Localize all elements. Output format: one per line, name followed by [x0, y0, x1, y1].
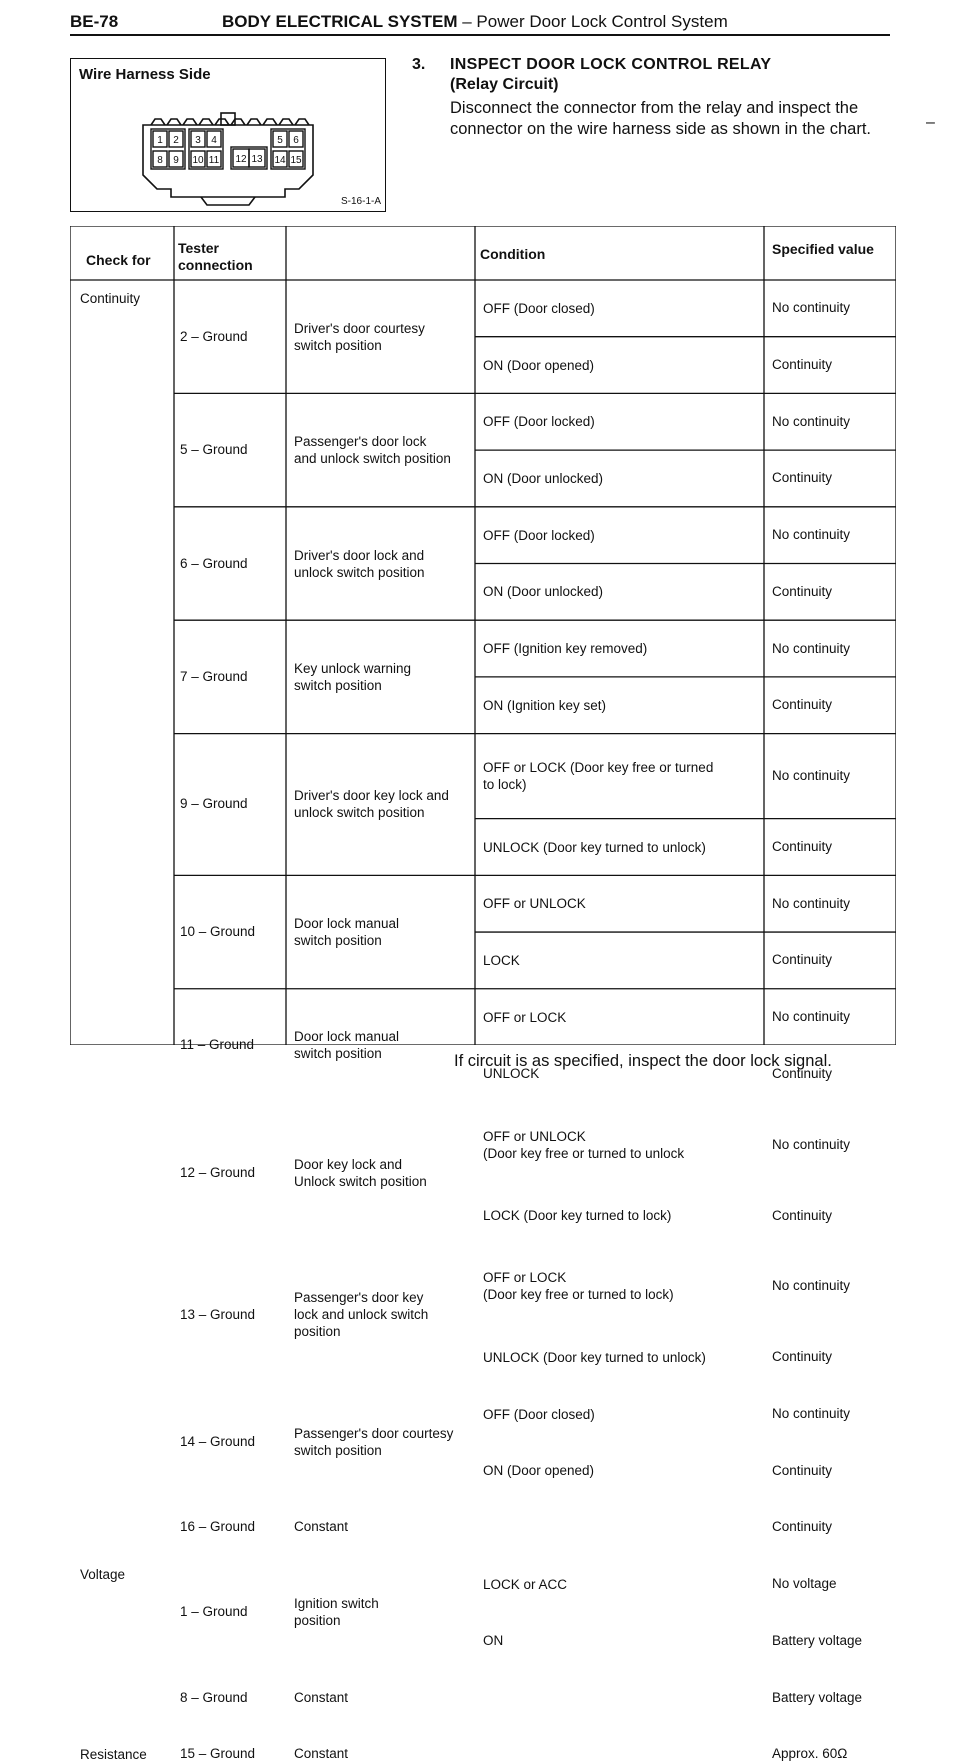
specified-value: No continuity: [772, 300, 851, 316]
specified-value: Continuity: [772, 1349, 833, 1365]
tester-connection: 1 – Ground: [180, 1604, 248, 1620]
specified-value: Continuity: [772, 1207, 833, 1223]
condition-state: (Door key free or turned to lock): [483, 1287, 674, 1303]
connector-pin-label-1: 1: [157, 135, 163, 146]
condition-state: OFF or UNLOCK: [483, 1128, 586, 1144]
condition-state: ON (Door unlocked): [483, 470, 604, 486]
connector-pin-label-5: 5: [277, 135, 283, 146]
page-header: [70, 10, 890, 38]
condition-position: Key unlock warning: [294, 660, 412, 676]
condition-state: (Door key free or turned to unlock: [483, 1145, 685, 1161]
tester-connection: 2 – Ground: [180, 328, 248, 344]
step-subtitle: (Relay Circuit): [450, 76, 559, 93]
condition-state: ON (Door unlocked): [483, 584, 604, 600]
figure-caption: Wire Harness Side: [79, 66, 211, 83]
specified-value: No continuity: [772, 895, 851, 911]
condition-state: UNLOCK (Door key turned to unlock): [483, 1349, 706, 1365]
figure-code: S-16-1-A: [340, 196, 381, 207]
specified-value: Continuity: [772, 839, 833, 854]
specified-value: Continuity: [772, 1462, 833, 1478]
condition-state: OFF (Door locked): [483, 527, 595, 543]
condition-state: ON (Ignition key set): [483, 697, 607, 713]
condition-state: UNLOCK: [483, 1066, 540, 1082]
condition-position: switch position: [294, 337, 382, 353]
condition-position: position: [294, 1613, 341, 1629]
specified-value: Continuity: [772, 1519, 833, 1535]
specified-value: Continuity: [772, 1065, 833, 1081]
specified-value: No continuity: [772, 1278, 851, 1294]
condition-state: LOCK: [483, 952, 520, 968]
condition-position: Passenger's door courtesy: [294, 1426, 454, 1442]
condition-position: unlock switch position: [294, 564, 425, 580]
condition-state: UNLOCK (Door key turned to unlock): [483, 839, 706, 855]
condition-position: Door lock manual: [294, 916, 400, 932]
condition-state: LOCK (Door key turned to lock): [483, 1208, 672, 1224]
specified-value: No continuity: [772, 1136, 851, 1152]
section-title-bold: BODY ELECTRICAL SYSTEM: [222, 12, 458, 31]
condition-position: position: [294, 1324, 341, 1340]
step-body: Disconnect the connector from the relay and inspect the connector on the wire harness side as shown in the chart.: [450, 99, 871, 138]
condition-position: Door key lock and: [294, 1157, 403, 1173]
condition-state: OFF or LOCK (Door key free or turned: [483, 760, 714, 776]
condition-position: Constant: [294, 1746, 349, 1762]
page-number: BE-78: [70, 12, 119, 31]
header-rule: [70, 34, 890, 36]
tester-connection: 15 – Ground: [180, 1746, 256, 1762]
condition-state: to lock): [483, 777, 527, 793]
specified-value: Continuity: [772, 952, 833, 968]
condition-state: ON (Door opened): [483, 1463, 595, 1479]
connector-pin-label-2: 2: [173, 135, 179, 146]
category-voltage: Voltage: [80, 1566, 126, 1582]
connector-pin-label-9: 9: [173, 155, 179, 166]
condition-state: OFF (Door closed): [483, 1406, 595, 1422]
connector-pin-label-11: 11: [208, 155, 220, 166]
condition-position: Driver's door lock and: [294, 547, 425, 563]
tester-connection: 10 – Ground: [180, 924, 256, 940]
margin-dash: –: [926, 114, 935, 131]
condition-state: OFF or LOCK: [483, 1270, 567, 1286]
header-condition: Condition: [480, 246, 546, 262]
specified-value: Battery voltage: [772, 1632, 863, 1648]
connector-pin-label-8: 8: [157, 155, 163, 166]
header-connection: connection: [178, 257, 253, 273]
condition-position: Unlock switch position: [294, 1174, 427, 1190]
condition-position: Constant: [294, 1519, 349, 1535]
specified-value: No continuity: [772, 640, 851, 656]
condition-position: Passenger's door lock: [294, 434, 427, 450]
condition-position: switch position: [294, 1046, 382, 1062]
condition-position: Passenger's door key: [294, 1290, 424, 1306]
tester-connection: 5 – Ground: [180, 442, 248, 458]
tester-connection: 9 – Ground: [180, 796, 248, 812]
connector-pin-label-12: 12: [235, 154, 247, 165]
connector-pin-label-14: 14: [274, 155, 286, 166]
connector-pin-label-10: 10: [192, 155, 204, 166]
header-check-for: Check for: [86, 252, 151, 268]
condition-state: LOCK or ACC: [483, 1576, 568, 1592]
section-title: [222, 12, 728, 32]
connector-pin-label-13: 13: [251, 154, 263, 165]
connector-pin-label-3: 3: [195, 135, 201, 146]
connector-pin-label-15: 15: [290, 155, 302, 166]
specified-value: Battery voltage: [772, 1689, 863, 1705]
specified-value: No continuity: [772, 527, 851, 543]
condition-state: OFF or LOCK: [483, 1009, 567, 1025]
condition-position: Ignition switch: [294, 1596, 379, 1612]
condition-position: switch position: [294, 677, 382, 693]
condition-position: switch position: [294, 933, 382, 949]
condition-state: OFF (Door locked): [483, 414, 595, 430]
condition-state: ON (Door opened): [483, 357, 595, 373]
condition-state: OFF or UNLOCK: [483, 896, 586, 912]
header-specified-value: Specified value: [772, 241, 874, 257]
tester-connection: 8 – Ground: [180, 1689, 248, 1705]
condition-state: ON: [483, 1633, 504, 1649]
connector-pin-label-4: 4: [211, 135, 217, 146]
section-title-rest: – Power Door Lock Control System: [457, 12, 728, 31]
specified-value: Continuity: [772, 470, 833, 486]
specified-value: Continuity: [772, 697, 833, 713]
connector-pin-label-6: 6: [293, 135, 299, 146]
condition-position: unlock switch position: [294, 805, 425, 821]
tester-connection: 13 – Ground: [180, 1306, 256, 1322]
condition-position: Constant: [294, 1689, 349, 1705]
category-resistance: Resistance: [80, 1746, 147, 1762]
category-continuity: Continuity: [80, 291, 141, 306]
condition-position: Driver's door key lock and: [294, 788, 449, 804]
wire-harness-figure: [70, 58, 386, 212]
tester-connection: 16 – Ground: [180, 1519, 256, 1535]
condition-position: Door lock manual: [294, 1029, 400, 1045]
condition-position: Driver's door courtesy: [294, 320, 425, 336]
specified-value: No voltage: [772, 1576, 837, 1592]
specified-value: No continuity: [772, 1009, 851, 1025]
specified-value: Continuity: [772, 357, 833, 373]
condition-position: and unlock switch position: [294, 451, 451, 467]
condition-state: OFF (Door closed): [483, 300, 595, 316]
tester-connection: 7 – Ground: [180, 668, 248, 684]
specified-value: Continuity: [772, 583, 833, 599]
tester-connection: 11 – Ground: [180, 1037, 255, 1053]
specified-value: No continuity: [772, 768, 851, 784]
footer-note: If circuit is as specified, inspect the door lock signal.: [454, 1052, 832, 1070]
connector-diagram: [71, 59, 387, 213]
specified-value: No continuity: [772, 1406, 851, 1421]
tester-connection: 14 – Ground: [180, 1434, 256, 1450]
step-number: 3.: [412, 56, 426, 73]
step-title: INSPECT DOOR LOCK CONTROL RELAY: [450, 56, 772, 73]
specified-value: Approx. 60Ω: [772, 1746, 848, 1762]
tester-connection: 12 – Ground: [180, 1165, 256, 1181]
tester-connection: 6 – Ground: [180, 555, 248, 571]
header-tester: Tester: [178, 240, 219, 256]
specified-value: No continuity: [772, 413, 851, 429]
condition-position: lock and unlock switch: [294, 1307, 429, 1323]
condition-state: OFF (Ignition key removed): [483, 641, 648, 657]
condition-position: switch position: [294, 1443, 382, 1459]
